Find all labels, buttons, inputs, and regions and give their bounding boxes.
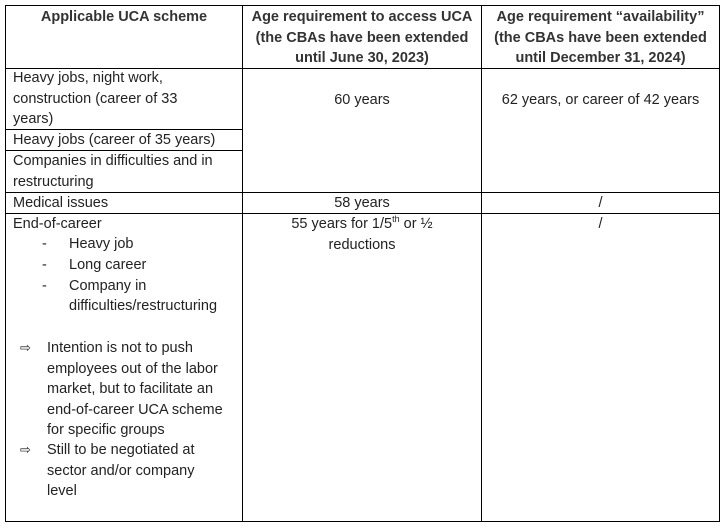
eoc-dash-2: - [42,257,47,273]
group-availability: 62 years, or career of 42 years [501,92,700,108]
col-divider-1 [242,5,243,522]
eoc-dash-3: - [42,278,47,294]
scheme-medical: Medical issues [13,195,109,211]
scheme-heavy-night-line3: years) [13,111,54,127]
eoc-item-company-cont: difficulties/restructuring [69,298,218,314]
note-intention-line1: Intention is not to push [47,340,193,356]
note-negotiation-line3: level [47,483,77,499]
scheme-heavy-night [13,68,241,130]
eoc-item-long-career: Long career [69,257,147,273]
header-availability [482,7,719,69]
eoc-age-access-line1 [243,214,481,235]
group-age-access: 60 years [334,92,390,108]
header-age-access-line1: Age requirement to access UCA [251,9,473,25]
scheme-companies-line1: Companies in difficulties and in [13,153,213,169]
eoc-dash-1: - [42,236,47,252]
header-scheme: Applicable UCA scheme [40,9,208,25]
scheme-heavy-35: Heavy jobs (career of 35 years) [13,132,216,148]
medical-age-access: 58 years [334,195,390,211]
eoc-age-sup: th [392,214,400,225]
border-top [5,5,720,6]
scheme-heavy-night-line2: construction (career of 33 [13,90,178,107]
eoc-item-company: Company in [69,278,147,294]
note-intention-line2: employees out of the labor [47,360,218,377]
header-availability-line1: Age requirement “availability” [496,9,705,25]
note-negotiation [47,440,241,502]
medical-availability: / [598,195,603,211]
eoc-item-heavy-job: Heavy job [69,236,134,252]
note-intention-line3: market, but to facilitate an [47,381,214,397]
note-negotiation-line1: Still to be negotiated at [47,442,195,458]
border-left [5,5,6,522]
note-negotiation-line2: sector and/or company [47,462,195,479]
note-intention-line4: end-of-career UCA scheme [47,401,223,418]
eoc-age-suffix: or ½ [399,216,433,232]
scheme-companies [13,151,241,192]
eoc-age-prefix: 55 years for 1/5 [291,216,393,232]
arrow-right-outline-icon: ⇨ [20,442,31,457]
note-intention-line5: for specific groups [47,422,165,438]
scheme-end-of-career: End-of-career [13,216,102,232]
eoc-age-access-line2: reductions [328,236,396,253]
eoc-availability: / [598,216,603,232]
header-availability-line3: until December 31, 2024) [515,50,686,66]
scheme-heavy-night-line1: Heavy jobs, night work, [13,70,163,86]
header-availability-line2: (the CBAs have been extended [494,29,707,46]
note-intention [47,338,241,441]
header-age-access-line2: (the CBAs have been extended [255,29,469,46]
scheme-companies-line2: restructuring [13,173,94,190]
border-right [719,5,720,522]
header-age-access [243,7,481,69]
header-age-access-line3: until June 30, 2023) [295,50,429,66]
border-bottom [5,521,720,522]
uca-table [5,5,720,522]
col-divider-2 [481,5,482,522]
eoc-age-access [243,214,481,255]
arrow-right-outline-icon: ⇨ [20,340,31,355]
